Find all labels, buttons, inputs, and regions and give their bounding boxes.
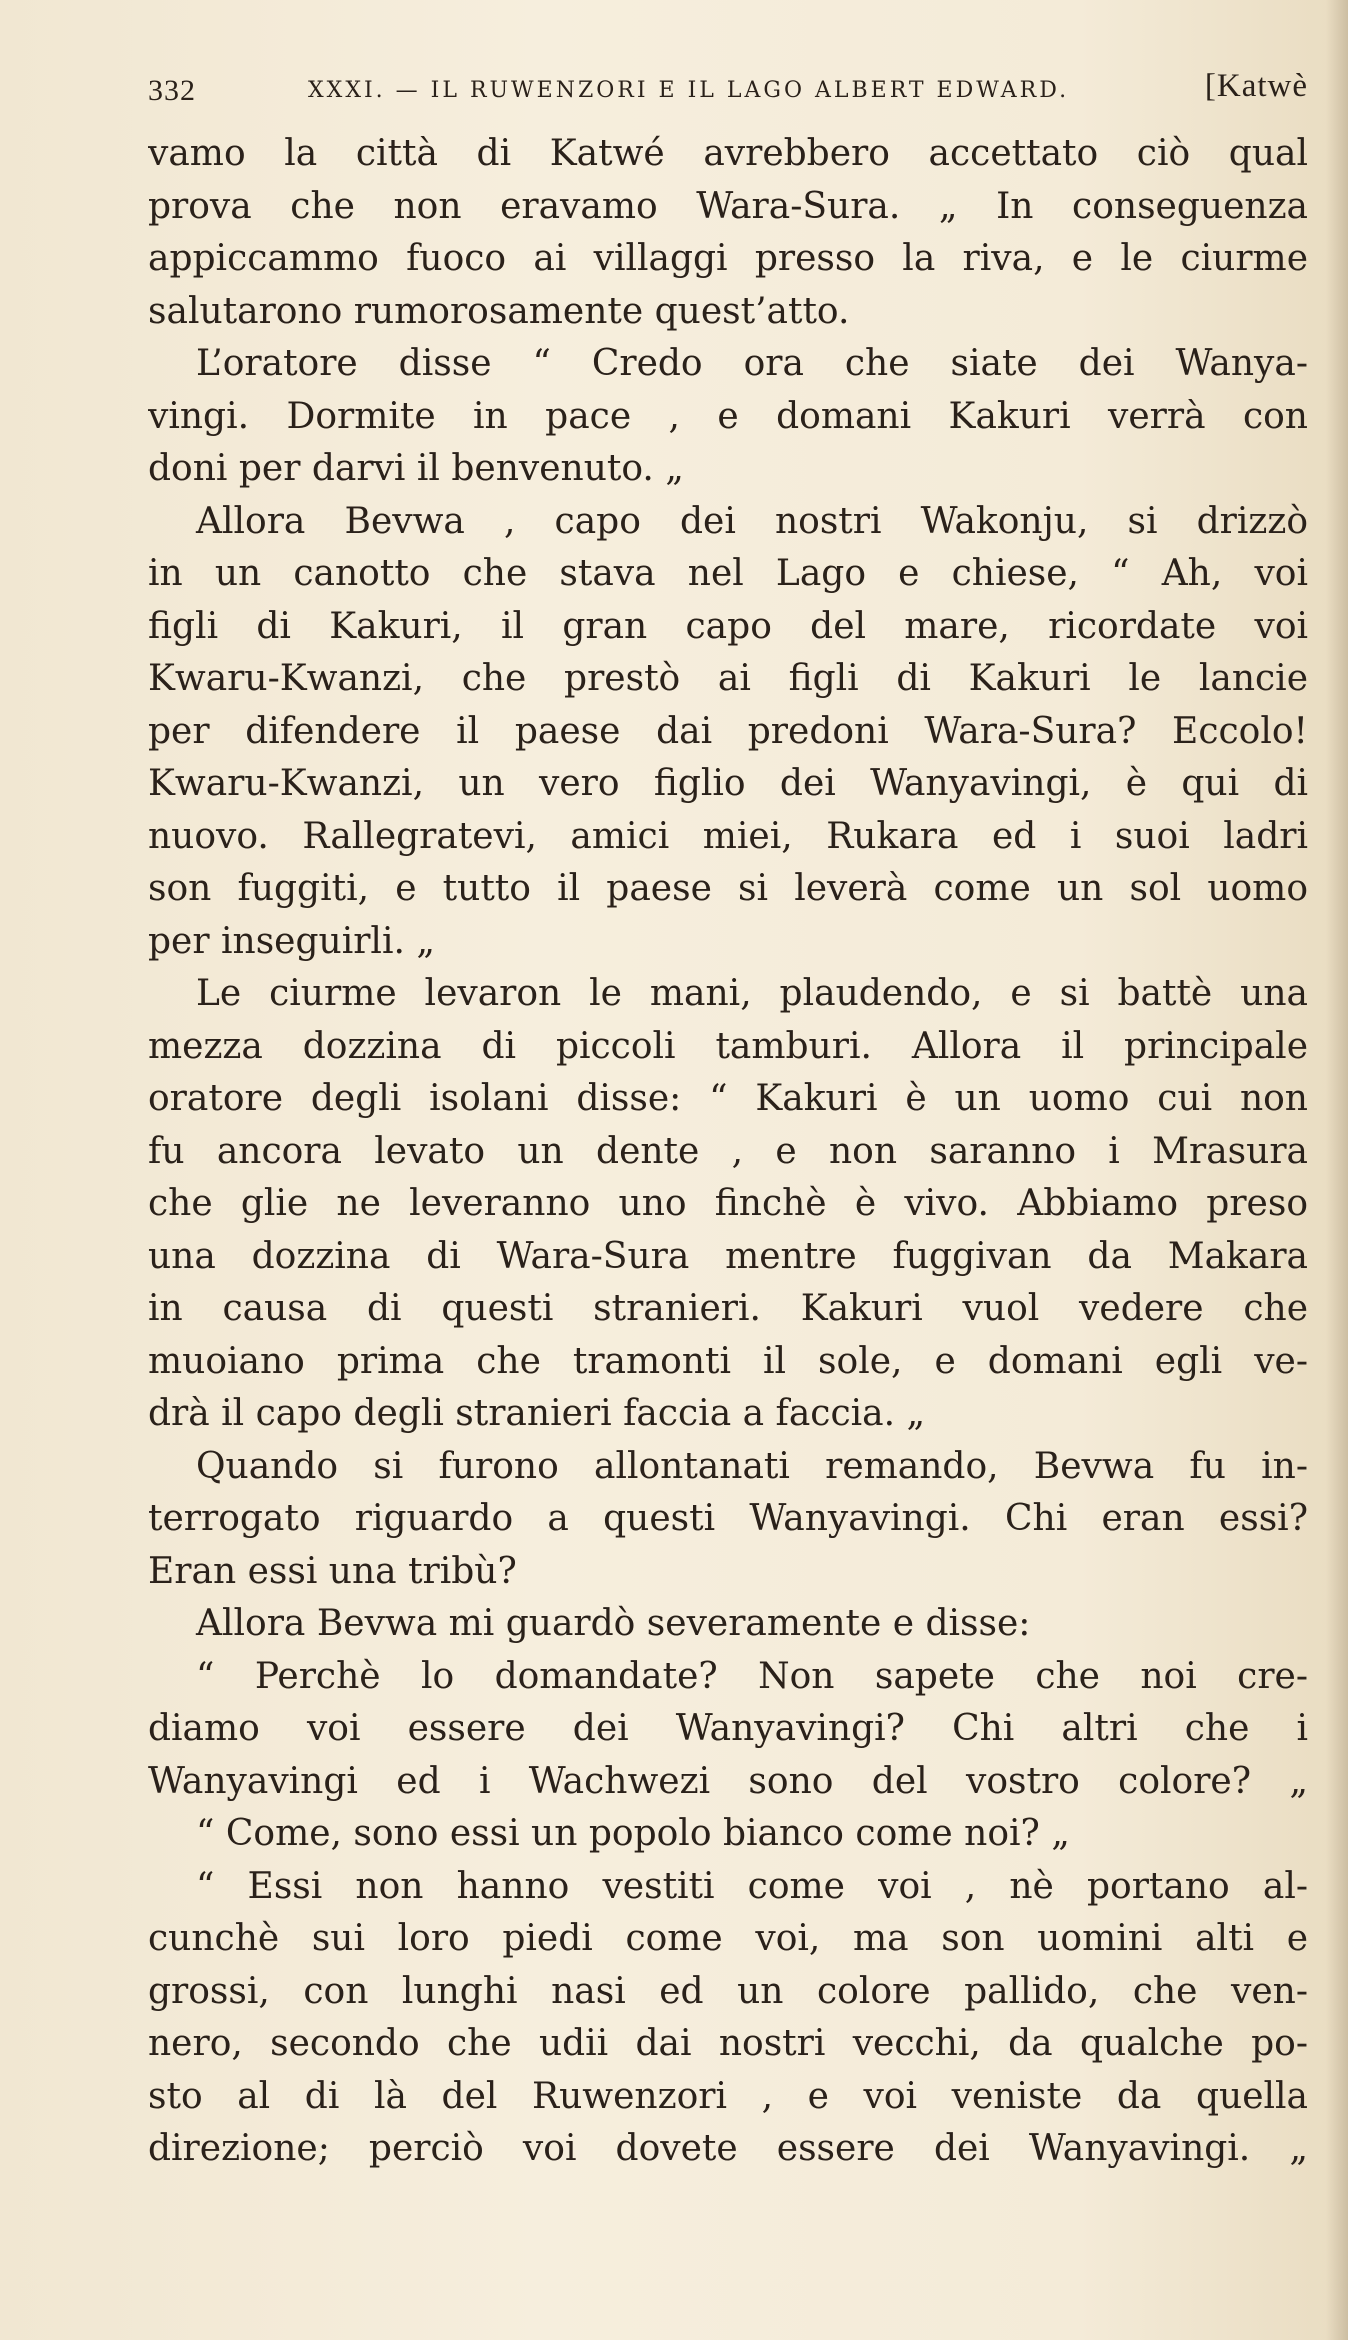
text-line: fu ancora levato un dente , e non saranno i Mrasura — [148, 1130, 1308, 1172]
text-line: appiccammo fuoco ai villaggi presso la riva, e le ciurme — [148, 238, 1308, 279]
text-line: mezza dozzina di piccoli tamburi. Allora il principale — [148, 1025, 1308, 1067]
page-header — [148, 62, 1308, 110]
page-edge-shadow — [1326, 0, 1348, 2340]
text-line: vamo la città di Katwé avrebbero accettato ciò qual — [148, 133, 1308, 174]
chapter-title: XXXI. — IL RUWENZORI E IL LAGO ALBERT EDWARD. — [308, 78, 1070, 103]
text-line: drà il capo degli stranieri faccia a faccia. „ — [148, 1393, 926, 1434]
text-line: terrogato riguardo a questi Wanyavingi. Chi eran essi? — [148, 1498, 1308, 1539]
page-number: 332 — [148, 74, 196, 107]
text-line: “ Essi non hanno vestiti come voi , nè portano al- — [196, 1865, 1308, 1907]
text-line: sto al di là del Ruwenzori , e voi veniste da quella — [148, 2075, 1308, 2117]
text-line: per difendere il paese dai predoni Wara-Sura? Eccolo! — [148, 710, 1308, 752]
text-line: salutarono rumorosamente quest’atto. — [148, 290, 850, 332]
body-text — [148, 128, 1308, 2176]
text-line: son fuggiti, e tutto il paese si leverà come un sol uomo — [148, 868, 1308, 909]
text-line: Allora Bevwa mi guardò severamente e disse: — [196, 1603, 1031, 1644]
text-line: nuovo. Rallegratevi, amici miei, Rukara ed i suoi ladri — [148, 815, 1308, 857]
text-line: direzione; perciò voi dovete essere dei Wanyavingi. „ — [148, 2128, 1308, 2169]
text-line: Eran essi una tribù? — [148, 1550, 517, 1592]
text-line: vingi. Dormite in pace , e domani Kakuri verrà con — [148, 395, 1308, 437]
text-line: Kwaru-Kwanzi, un vero figlio dei Wanyavingi, è qui di — [148, 763, 1308, 804]
text-line: prova che non eravamo Wara-Sura. „ In conseguenza — [148, 185, 1308, 227]
text-line: muoiano prima che tramonti il sole, e domani egli ve- — [148, 1340, 1308, 1382]
text-line: cunchè sui loro piedi come voi, ma son uomini alti e — [148, 1918, 1308, 1959]
text-line: in un canotto che stava nel Lago e chiese, “ Ah, voi — [148, 553, 1308, 594]
text-line: doni per darvi il benvenuto. „ — [148, 448, 684, 489]
text-line: Kwaru-Kwanzi, che prestò ai figli di Kakuri le lancie — [148, 658, 1308, 699]
text-line: figli di Kakuri, il gran capo del mare, ricordate voi — [148, 605, 1308, 647]
text-line: Allora Bevwa , capo dei nostri Wakonju, si drizzò — [196, 500, 1308, 542]
text-line: L’oratore disse “ Credo ora che siate dei Wanya- — [196, 343, 1308, 384]
text-line: diamo voi essere dei Wanyavingi? Chi altri che i — [148, 1708, 1308, 1749]
text-line: che glie ne leveranno uno finchè è vivo. Abbiamo preso — [148, 1183, 1308, 1224]
text-line: Wanyavingi ed i Wachwezi sono del vostro colore? „ — [148, 1760, 1308, 1802]
text-line: nero, secondo che udii dai nostri vecchi, da qualche po- — [148, 2023, 1308, 2064]
running-head: [Katwè — [1204, 68, 1308, 104]
text-line: per inseguirli. „ — [148, 920, 435, 962]
text-line: in causa di questi stranieri. Kakuri vuol vedere che — [148, 1288, 1308, 1329]
text-line: “ Perchè lo domandate? Non sapete che noi cre- — [196, 1655, 1308, 1697]
text-line: oratore degli isolani disse: “ Kakuri è un uomo cui non — [148, 1078, 1308, 1119]
text-line: grossi, con lunghi nasi ed un colore pallido, che ven- — [148, 1970, 1308, 2012]
text-line: Quando si furono allontanati remando, Bevwa fu in- — [196, 1445, 1308, 1487]
text-line: Le ciurme levaron le mani, plaudendo, e si battè una — [196, 973, 1308, 1014]
text-line: “ Come, sono essi un popolo bianco come noi? „ — [196, 1813, 1070, 1854]
text-line: una dozzina di Wara-Sura mentre fuggivan da Makara — [148, 1235, 1308, 1277]
